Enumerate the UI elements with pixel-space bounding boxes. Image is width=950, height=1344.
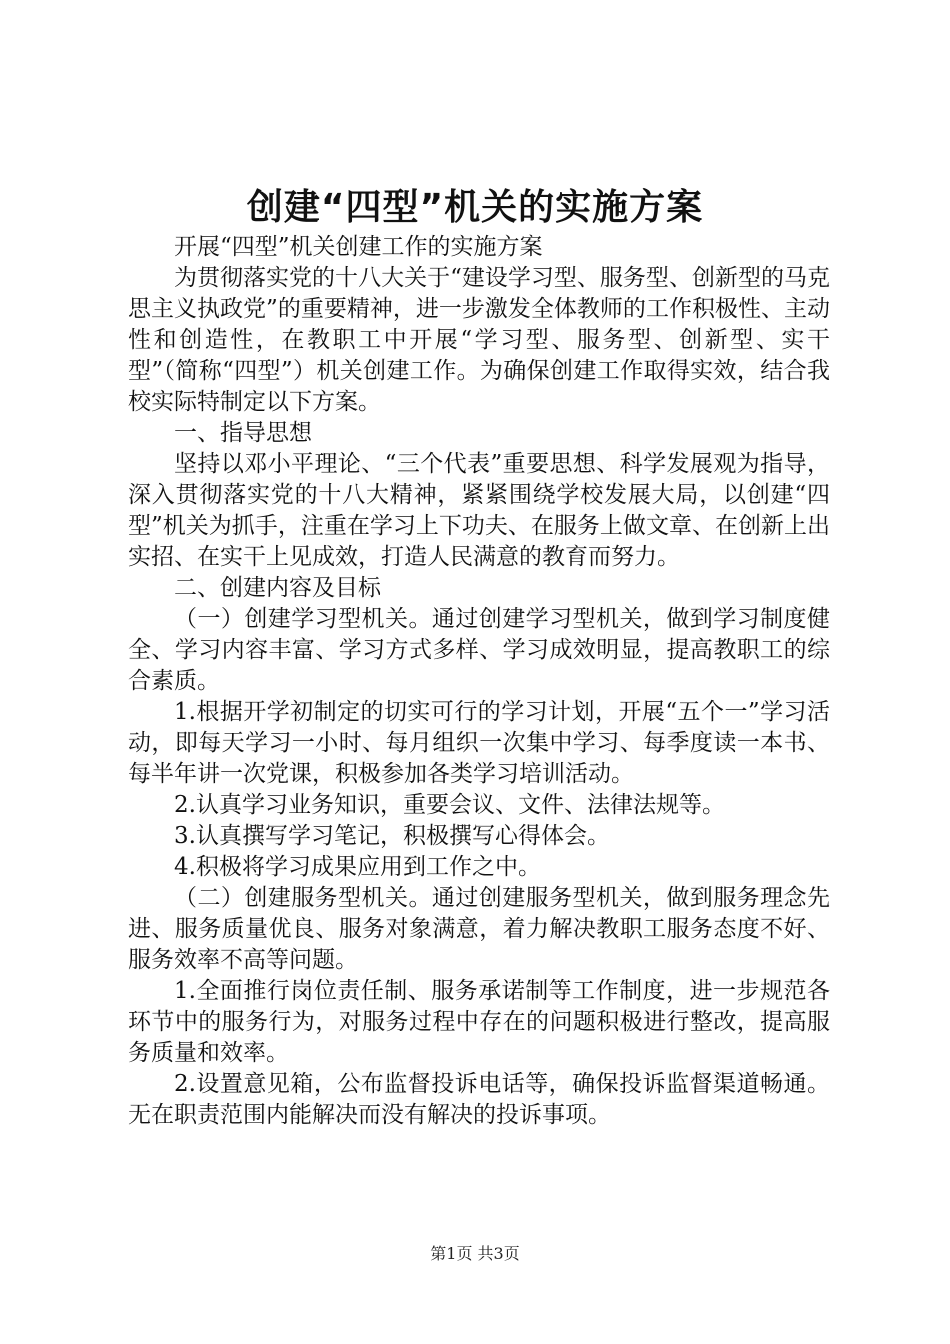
section-heading-content-goals: 二、创建内容及目标 bbox=[174, 575, 381, 601]
list-item-service-1: 1.全面推行岗位责任制、服务承诺制等工作制度，进一步规范各环节中的服务行为，对服务过程中存在的问题积极进行整改，提高服务质量和效率。 bbox=[128, 978, 830, 1066]
document-title: 创建“四型”机关的实施方案 bbox=[246, 187, 704, 228]
list-item-learning-4: 4.积极将学习成果应用到工作之中。 bbox=[174, 854, 541, 880]
paragraph-learning-organ: （一）创建学习型机关。通过创建学习型机关，做到学习制度健全、学习内容丰富、学习方式多样、学习成效明显，提高教职工的综合素质。 bbox=[128, 606, 830, 694]
document-body bbox=[128, 232, 830, 1131]
list-item-service-2: 2.设置意见箱，公布监督投诉电话等，确保投诉监督渠道畅通。无在职责范围内能解决而没有解决的投诉事项。 bbox=[128, 1071, 830, 1128]
list-item-learning-2: 2.认真学习业务知识，重要会议、文件、法律法规等。 bbox=[174, 792, 725, 818]
paragraph-service-organ: （二）创建服务型机关。通过创建服务型机关，做到服务理念先进、服务质量优良、服务对象满意，着力解决教职工服务态度不好、服务效率不高等问题。 bbox=[128, 885, 830, 973]
section-heading-guiding-thought: 一、指导思想 bbox=[174, 420, 312, 446]
paragraph-intro: 为贯彻落实党的十八大关于“建设学习型、服务型、创新型的马克思主义执政党”的重要精神，进一步激发全体教师的工作积极性、主动性和创造性，在教职工中开展“学习型、服务型、创新型、实干型”（简称“四型”）机关创建工作。为确保创建工作取得实效，结合我校实际特制定以下方案。 bbox=[128, 265, 830, 415]
list-item-learning-3: 3.认真撰写学习笔记，积极撰写心得体会。 bbox=[174, 823, 610, 849]
page-footer: 第1页 共3页 bbox=[430, 1244, 520, 1263]
paragraph-subtitle: 开展“四型”机关创建工作的实施方案 bbox=[174, 234, 543, 260]
paragraph-guiding-thought: 坚持以邓小平理论、“三个代表”重要思想、科学发展观为指导，深入贯彻落实党的十八大精神，紧紧围绕学校发展大局，以创建“四型”机关为抓手，注重在学习上下功夫、在服务上做文章、在创新上出实招、在实干上见成效，打造人民满意的教育而努力。 bbox=[128, 451, 830, 570]
list-item-learning-1: 1.根据开学初制定的切实可行的学习计划，开展“五个一”学习活动，即每天学习一小时、每月组织一次集中学习、每季度读一本书、每半年讲一次党课，积极参加各类学习培训活动。 bbox=[128, 699, 830, 787]
